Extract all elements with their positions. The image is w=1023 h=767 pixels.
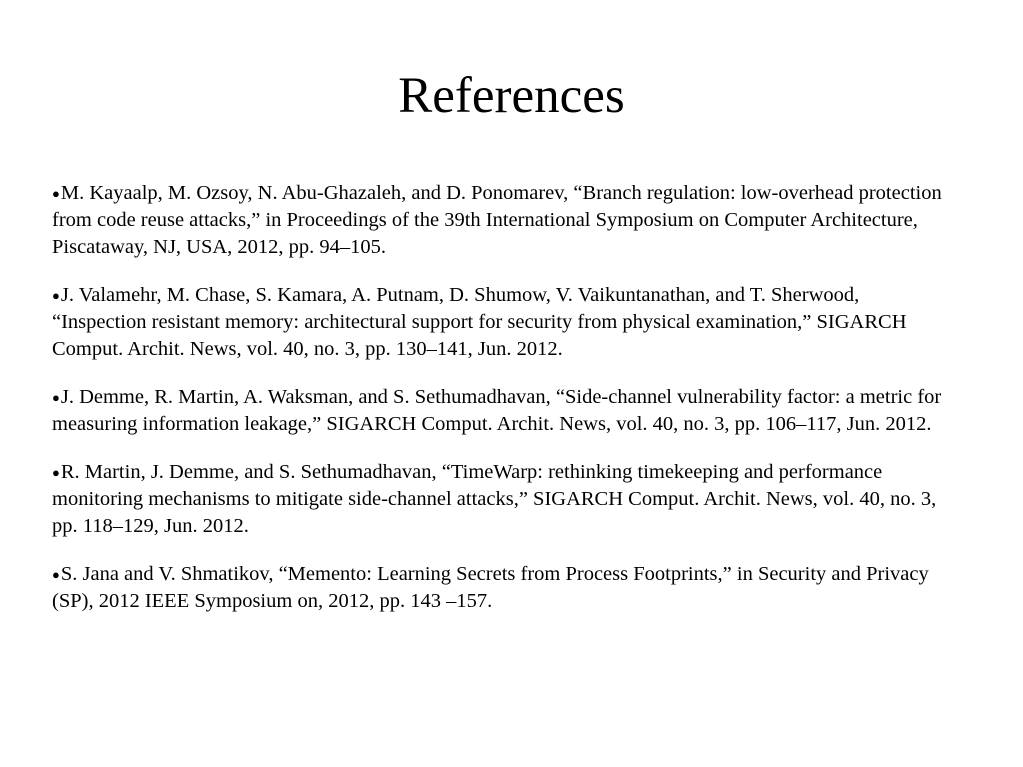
reference-item xyxy=(52,459,952,540)
slide-title: References xyxy=(398,68,625,124)
bullet-icon: ● xyxy=(52,288,60,303)
bullet-icon: ● xyxy=(52,465,60,480)
reference-item xyxy=(52,180,952,261)
reference-text: J. Demme, R. Martin, A. Waksman, and S. Sethumadhavan, “Side-channel vulnerability factor: a metric for measuring information leakage,” SIGARCH Comput. Archit. News, vol. 40, no. 3, pp. 106–117, Jun. 2012. xyxy=(52,386,942,435)
reference-text: R. Martin, J. Demme, and S. Sethumadhavan, “TimeWarp: rethinking timekeeping and performance monitoring mechanisms to mitigate side-channel attacks,” SIGARCH Comput. Archit. News, vol. 40, no. 3, pp. 118–129, Jun. 2012. xyxy=(52,461,937,537)
bullet-icon: ● xyxy=(52,390,60,405)
reference-text: M. Kayaalp, M. Ozsoy, N. Abu-Ghazaleh, and D. Ponomarev, “Branch regulation: low-overhead protection from code reuse attacks,” in Proceedings of the 39th International Symposium on Computer Architecture, Piscataway, NJ, USA, 2012, pp. 94–105. xyxy=(52,182,942,258)
reference-list xyxy=(52,180,952,636)
bullet-icon: ● xyxy=(52,186,60,201)
reference-text: J. Valamehr, M. Chase, S. Kamara, A. Putnam, D. Shumow, V. Vaikuntanathan, and T. Sherwood, “Inspection resistant memory: architectural support for security from physical examination,” SIGARCH Comput. Archit. News, vol. 40, no. 3, pp. 130–141, Jun. 2012. xyxy=(52,284,907,360)
reference-item xyxy=(52,282,952,363)
bullet-icon: ● xyxy=(52,567,60,582)
reference-text: S. Jana and V. Shmatikov, “Memento: Learning Secrets from Process Footprints,” in Security and Privacy (SP), 2012 IEEE Symposium on, 2012, pp. 143 –157. xyxy=(52,563,929,612)
reference-item xyxy=(52,384,952,438)
reference-item xyxy=(52,561,952,615)
